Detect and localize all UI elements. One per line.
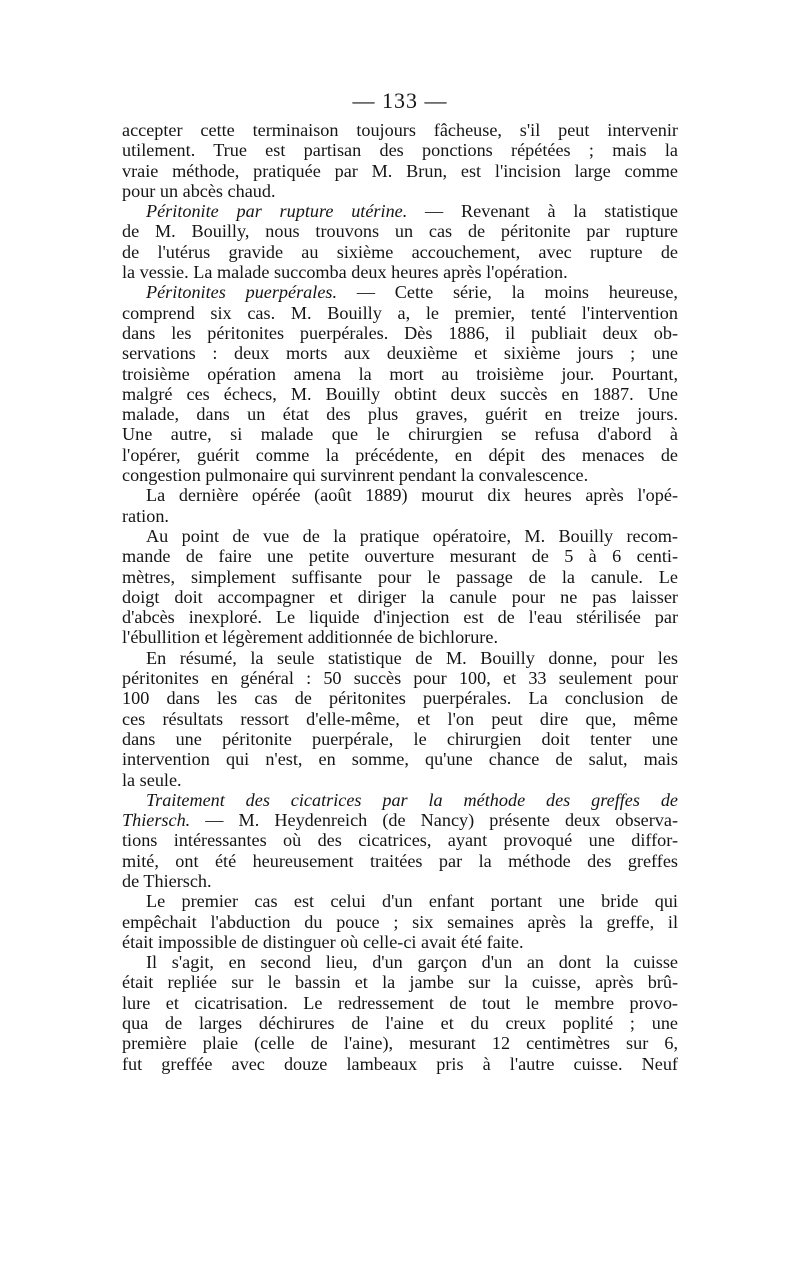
line-text: d'abcès inexploré. Le liquide d'injection est de l'eau stérilisée par [122, 607, 678, 628]
body-text [122, 120, 678, 1074]
line-text: comprend six cas. M. Bouilly a, le premier, tenté l'intervention [122, 302, 678, 323]
text-line [122, 282, 678, 302]
line-text: En résumé, la seule statistique de M. Bouilly donne, pour les [146, 647, 678, 668]
text-line [122, 140, 678, 160]
text-line [122, 364, 678, 384]
line-text: — M. Heydenreich (de Nancy) présente deux observa- [190, 810, 678, 831]
line-text: dans une péritonite puerpérale, le chirurgien doit tenter une [122, 728, 678, 749]
line-text: mètres, simplement suffisante pour le passage de la canule. Le [122, 566, 678, 587]
text-line [122, 262, 678, 282]
line-text: pour un abcès chaud. [122, 180, 276, 201]
line-text: utilement. True est partisan des ponctions répétées ; mais la [122, 140, 678, 161]
line-text: — Revenant à la statistique [407, 201, 678, 222]
line-text: lure et cicatrisation. Le redressement de tout le membre provo- [122, 992, 678, 1013]
line-text: empêchait l'abduction du pouce ; six semaines après la greffe, il [122, 911, 678, 932]
text-line [122, 1054, 678, 1074]
text-line [122, 303, 678, 323]
text-line [122, 242, 678, 262]
text-line [122, 729, 678, 749]
text-line [122, 587, 678, 607]
text-line [122, 485, 678, 505]
text-line [122, 161, 678, 181]
line-text: servations : deux morts aux deuxième et sixième jours ; une [122, 343, 678, 364]
line-text: première plaie (celle de l'aine), mesurant 12 centimètres sur 6, [122, 1033, 678, 1054]
line-text: 100 dans les cas de péritonites puerpérales. La conclusion de [122, 688, 678, 709]
text-line [122, 343, 678, 363]
text-line [122, 668, 678, 688]
text-line [122, 770, 678, 790]
text-line [122, 932, 678, 952]
text-line [122, 526, 678, 546]
text-line [122, 323, 678, 343]
line-text: l'opérer, guérit comme la précédente, en dépit des menaces de [122, 444, 678, 465]
line-text: Le premier cas est celui d'un enfant portant une bride qui [146, 891, 678, 912]
line-text: intervention qui n'est, en somme, qu'une chance de salut, mais [122, 749, 678, 770]
line-text: troisième opération amena la mort au troisième jour. Pourtant, [122, 363, 678, 384]
line-text: de Thiersch. [122, 870, 212, 891]
line-text: — Cette série, la moins heureuse, [337, 282, 678, 303]
text-line [122, 607, 678, 627]
text-line [122, 627, 678, 647]
line-text: l'ébullition et légèrement additionnée de bichlorure. [122, 627, 498, 648]
line-text: la vessie. La malade succomba deux heures après l'opération. [122, 262, 568, 283]
line-text: était impossible de distinguer où celle-ci avait été faite. [122, 931, 524, 952]
text-line [122, 221, 678, 241]
text-line [122, 790, 678, 810]
line-text: qua de larges déchirures de l'aine et du creux poplité ; une [122, 1013, 678, 1034]
line-text: de M. Bouilly, nous trouvons un cas de péritonite par rupture [122, 221, 678, 242]
text-line [122, 851, 678, 871]
italic-heading: Traitement des cicatrices par la méthode des greffes de [146, 789, 678, 810]
text-line [122, 181, 678, 201]
text-line [122, 830, 678, 850]
line-text: Une autre, si malade que le chirurgien se refusa d'abord à [122, 424, 678, 445]
line-text: la seule. [122, 769, 182, 790]
line-text: fut greffée avec douze lambeaux pris à l'autre cuisse. Neuf [122, 1053, 678, 1074]
line-text: accepter cette terminaison toujours fâcheuse, s'il peut intervenir [122, 120, 678, 140]
text-line [122, 972, 678, 992]
text-line [122, 912, 678, 932]
line-text: ration. [122, 505, 169, 526]
text-line [122, 810, 678, 830]
text-line [122, 120, 678, 140]
line-text: Au point de vue de la pratique opératoire, M. Bouilly recom- [146, 525, 678, 546]
line-text: tions intéressantes où des cicatrices, ayant provoqué une diffor- [122, 830, 678, 851]
text-line [122, 1013, 678, 1033]
text-line [122, 404, 678, 424]
text-line [122, 384, 678, 404]
italic-heading: Thiersch. [122, 810, 191, 831]
text-line [122, 688, 678, 708]
line-text: mande de faire une petite ouverture mesurant de 5 à 6 centi- [122, 546, 678, 567]
text-line [122, 506, 678, 526]
text-line [122, 891, 678, 911]
italic-heading: Péritonite par rupture utérine. [146, 201, 408, 222]
page-number: — 133 — [352, 88, 448, 113]
text-line [122, 1033, 678, 1053]
line-text: péritonites en général : 50 succès pour 100, et 33 seulement pour [122, 668, 678, 689]
text-line [122, 871, 678, 891]
text-line [122, 648, 678, 668]
line-text: de l'utérus gravide au sixième accouchement, avec rupture de [122, 241, 678, 262]
line-text: doigt doit accompagner et diriger la canule pour ne pas laisser [122, 586, 678, 607]
line-text: Il s'agit, en second lieu, d'un garçon d'un an dont la cuisse [146, 952, 678, 973]
text-line [122, 567, 678, 587]
text-line [122, 993, 678, 1013]
line-text: était repliée sur le bassin et la jambe sur la cuisse, après brû- [122, 972, 678, 993]
line-text: dans les péritonites puerpérales. Dès 1886, il publiait deux ob- [122, 322, 678, 343]
text-line [122, 424, 678, 444]
line-text: ces résultats ressort d'elle-même, et l'on peut dire que, même [122, 708, 678, 729]
text-line [122, 445, 678, 465]
line-text: La dernière opérée (août 1889) mourut dix heures après l'opé- [146, 485, 678, 506]
line-text: malgré ces échecs, M. Bouilly obtint deux succès en 1887. Une [122, 383, 678, 404]
text-line [122, 201, 678, 221]
text-line [122, 546, 678, 566]
line-text: congestion pulmonaire qui survinrent pendant la convalescence. [122, 465, 589, 486]
line-text: vraie méthode, pratiquée par M. Brun, est l'incision large comme [122, 160, 678, 181]
italic-heading: Péritonites puerpérales. [146, 282, 338, 303]
line-text: malade, dans un état des plus graves, guérit en treize jours. [122, 404, 678, 425]
text-line [122, 465, 678, 485]
text-line [122, 952, 678, 972]
text-line [122, 749, 678, 769]
line-text: mité, ont été heureusement traitées par la méthode des greffes [122, 850, 678, 871]
text-line [122, 709, 678, 729]
